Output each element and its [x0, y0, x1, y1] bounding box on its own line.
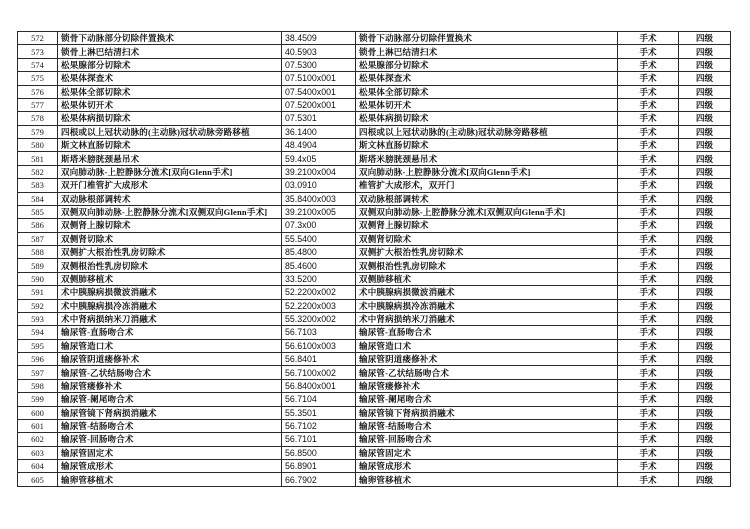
category-cell: 手术	[618, 125, 679, 138]
category-cell: 手术	[618, 152, 679, 165]
grade-cell: 四级	[679, 152, 731, 165]
grade-cell: 四级	[679, 45, 731, 58]
table-row	[18, 286, 731, 299]
grade-cell: 四级	[679, 85, 731, 98]
procedure-name-cell: 输尿管-乙状结肠吻合术	[58, 366, 282, 379]
grade-cell: 四级	[679, 366, 731, 379]
procedure-name-cell: 斯塔米膀胱颈悬吊术	[58, 152, 282, 165]
procedure-name-cell: 锁骨下动脉部分切除伴置换术	[58, 32, 282, 45]
category-cell: 手术	[618, 45, 679, 58]
category-cell: 手术	[618, 179, 679, 192]
standard-name-cell: 双侧扩大根治性乳房切除术	[356, 246, 618, 259]
category-cell: 手术	[618, 353, 679, 366]
grade-cell: 四级	[679, 272, 731, 285]
grade-cell: 四级	[679, 192, 731, 205]
row-number-cell: 588	[18, 246, 58, 259]
procedure-code-cell: 07.5301	[282, 112, 356, 125]
procedure-code-cell: 07.5100x001	[282, 72, 356, 85]
grade-cell: 四级	[679, 72, 731, 85]
category-cell: 手术	[618, 473, 679, 487]
row-number-cell: 605	[18, 473, 58, 487]
category-cell: 手术	[618, 419, 679, 432]
grade-cell: 四级	[679, 460, 731, 473]
table-row	[18, 393, 731, 406]
procedure-name-cell: 输尿管-直肠吻合术	[58, 326, 282, 339]
category-cell: 手术	[618, 192, 679, 205]
procedure-name-cell: 双向肺动脉-上腔静脉分流术[双向Glenn手术]	[58, 165, 282, 178]
procedure-code-cell: 39.2100x005	[282, 205, 356, 218]
grade-cell: 四级	[679, 312, 731, 325]
procedure-name-cell: 双侧扩大根治性乳房切除术	[58, 246, 282, 259]
table-row	[18, 165, 731, 178]
table-row	[18, 139, 731, 152]
standard-name-cell: 松果体切开术	[356, 98, 618, 111]
grade-cell: 四级	[679, 165, 731, 178]
procedure-code-cell: 56.7101	[282, 433, 356, 446]
procedure-code-cell: 56.7103	[282, 326, 356, 339]
standard-name-cell: 松果体全部切除术	[356, 85, 618, 98]
row-number-cell: 591	[18, 286, 58, 299]
table-row	[18, 433, 731, 446]
table-row	[18, 312, 731, 325]
procedure-name-cell: 锁骨上淋巴结清扫术	[58, 45, 282, 58]
row-number-cell: 600	[18, 406, 58, 419]
procedure-name-cell: 松果体切开术	[58, 98, 282, 111]
category-cell: 手术	[618, 446, 679, 459]
category-cell: 手术	[618, 72, 679, 85]
procedure-code-cell: 56.8401	[282, 353, 356, 366]
procedure-code-cell: 56.8901	[282, 460, 356, 473]
row-number-cell: 598	[18, 379, 58, 392]
standard-name-cell: 输尿管-回肠吻合术	[356, 433, 618, 446]
procedure-code-cell: 55.3501	[282, 406, 356, 419]
category-cell: 手术	[618, 85, 679, 98]
row-number-cell: 575	[18, 72, 58, 85]
procedure-name-cell: 双侧双向肺动脉-上腔静脉分流术[双侧双向Glenn手术]	[58, 205, 282, 218]
standard-name-cell: 四根或以上冠状动脉的(主动脉)冠状动脉旁路移植	[356, 125, 618, 138]
procedure-table-body	[18, 32, 731, 487]
table-row	[18, 192, 731, 205]
row-number-cell: 592	[18, 299, 58, 312]
row-number-cell: 582	[18, 165, 58, 178]
grade-cell: 四级	[679, 446, 731, 459]
table-row	[18, 272, 731, 285]
table-row	[18, 379, 731, 392]
category-cell: 手术	[618, 98, 679, 111]
procedure-name-cell: 松果腺部分切除术	[58, 58, 282, 71]
procedure-code-cell: 55.3200x002	[282, 312, 356, 325]
row-number-cell: 601	[18, 419, 58, 432]
procedure-name-cell: 松果体全部切除术	[58, 85, 282, 98]
standard-name-cell: 输尿管造口术	[356, 339, 618, 352]
standard-name-cell: 输尿管-结肠吻合术	[356, 419, 618, 432]
standard-name-cell: 输尿管-阑尾吻合术	[356, 393, 618, 406]
table-row	[18, 326, 731, 339]
procedure-code-cell: 38.4509	[282, 32, 356, 45]
procedure-code-cell: 48.4904	[282, 139, 356, 152]
standard-name-cell: 输尿管阴道瘘修补术	[356, 353, 618, 366]
procedure-code-cell: 36.1400	[282, 125, 356, 138]
category-cell: 手术	[618, 286, 679, 299]
row-number-cell: 573	[18, 45, 58, 58]
row-number-cell: 586	[18, 219, 58, 232]
procedure-name-cell: 双侧肺移植术	[58, 272, 282, 285]
procedure-name-cell: 输尿管造口术	[58, 339, 282, 352]
procedure-code-cell: 56.8400x001	[282, 379, 356, 392]
grade-cell: 四级	[679, 433, 731, 446]
standard-name-cell: 术中胰腺病损冷冻消融术	[356, 299, 618, 312]
standard-name-cell: 术中胰腺病损微波消融术	[356, 286, 618, 299]
table-row	[18, 32, 731, 45]
category-cell: 手术	[618, 433, 679, 446]
grade-cell: 四级	[679, 58, 731, 71]
procedure-code-cell: 85.4600	[282, 259, 356, 272]
category-cell: 手术	[618, 259, 679, 272]
standard-name-cell: 锁骨上淋巴结清扫术	[356, 45, 618, 58]
procedure-code-cell: 66.7902	[282, 473, 356, 487]
row-number-cell: 603	[18, 446, 58, 459]
standard-name-cell: 输尿管-直肠吻合术	[356, 326, 618, 339]
procedure-name-cell: 输尿管-阑尾吻合术	[58, 393, 282, 406]
standard-name-cell: 椎管扩大成形术，双开门	[356, 179, 618, 192]
procedure-name-cell: 术中肾病损纳米刀消融术	[58, 312, 282, 325]
category-cell: 手术	[618, 366, 679, 379]
procedure-code-cell: 40.5903	[282, 45, 356, 58]
standard-name-cell: 锁骨下动脉部分切除伴置换术	[356, 32, 618, 45]
row-number-cell: 595	[18, 339, 58, 352]
procedure-name-cell: 术中胰腺病损冷冻消融术	[58, 299, 282, 312]
standard-name-cell: 松果腺部分切除术	[356, 58, 618, 71]
table-row	[18, 112, 731, 125]
standard-name-cell: 双向肺动脉-上腔静脉分流术[双向Glenn手术]	[356, 165, 618, 178]
procedure-name-cell: 输卵管移植术	[58, 473, 282, 487]
standard-name-cell: 松果体病损切除术	[356, 112, 618, 125]
grade-cell: 四级	[679, 259, 731, 272]
grade-cell: 四级	[679, 219, 731, 232]
table-row	[18, 473, 731, 487]
grade-cell: 四级	[679, 32, 731, 45]
standard-name-cell: 双侧肾上腺切除术	[356, 219, 618, 232]
procedure-code-cell: 56.7102	[282, 419, 356, 432]
procedure-code-cell: 85.4800	[282, 246, 356, 259]
table-row	[18, 72, 731, 85]
table-row	[18, 152, 731, 165]
row-number-cell: 580	[18, 139, 58, 152]
table-row	[18, 85, 731, 98]
procedure-name-cell: 输尿管阴道瘘修补术	[58, 353, 282, 366]
row-number-cell: 593	[18, 312, 58, 325]
category-cell: 手术	[618, 58, 679, 71]
grade-cell: 四级	[679, 246, 731, 259]
category-cell: 手术	[618, 139, 679, 152]
table-row	[18, 259, 731, 272]
standard-name-cell: 斯文林直肠切除术	[356, 139, 618, 152]
category-cell: 手术	[618, 406, 679, 419]
procedure-code-cell: 07.5300	[282, 58, 356, 71]
table-row	[18, 446, 731, 459]
procedure-name-cell: 输尿管镜下肾病损消融术	[58, 406, 282, 419]
category-cell: 手术	[618, 205, 679, 218]
row-number-cell: 576	[18, 85, 58, 98]
table-row	[18, 58, 731, 71]
grade-cell: 四级	[679, 379, 731, 392]
row-number-cell: 581	[18, 152, 58, 165]
row-number-cell: 597	[18, 366, 58, 379]
grade-cell: 四级	[679, 299, 731, 312]
grade-cell: 四级	[679, 205, 731, 218]
grade-cell: 四级	[679, 473, 731, 487]
standard-name-cell: 双侧根治性乳房切除术	[356, 259, 618, 272]
table-row	[18, 419, 731, 432]
table-row	[18, 339, 731, 352]
standard-name-cell: 双侧双向肺动脉-上腔静脉分流术[双侧双向Glenn手术]	[356, 205, 618, 218]
standard-name-cell: 斯塔米膀胱颈悬吊术	[356, 152, 618, 165]
row-number-cell: 585	[18, 205, 58, 218]
table-row	[18, 232, 731, 245]
grade-cell: 四级	[679, 406, 731, 419]
table-row	[18, 246, 731, 259]
category-cell: 手术	[618, 312, 679, 325]
procedure-name-cell: 斯文林直肠切除术	[58, 139, 282, 152]
standard-name-cell: 松果体探查术	[356, 72, 618, 85]
category-cell: 手术	[618, 326, 679, 339]
procedure-code-cell: 03.0910	[282, 179, 356, 192]
procedure-name-cell: 术中胰腺病损微波消融术	[58, 286, 282, 299]
procedure-name-cell: 松果体探查术	[58, 72, 282, 85]
row-number-cell: 589	[18, 259, 58, 272]
table-row	[18, 98, 731, 111]
procedure-code-cell: 52.2200x002	[282, 286, 356, 299]
procedure-code-cell: 56.6100x003	[282, 339, 356, 352]
standard-name-cell: 双侧肺移植术	[356, 272, 618, 285]
row-number-cell: 590	[18, 272, 58, 285]
row-number-cell: 577	[18, 98, 58, 111]
category-cell: 手术	[618, 165, 679, 178]
table-row	[18, 205, 731, 218]
procedure-table	[17, 31, 731, 487]
procedure-code-cell: 59.4x05	[282, 152, 356, 165]
procedure-code-cell: 35.8400x003	[282, 192, 356, 205]
table-row	[18, 219, 731, 232]
procedure-code-cell: 52.2200x003	[282, 299, 356, 312]
category-cell: 手术	[618, 339, 679, 352]
procedure-code-cell: 07.3x00	[282, 219, 356, 232]
table-row	[18, 460, 731, 473]
procedure-name-cell: 输尿管瘘修补术	[58, 379, 282, 392]
row-number-cell: 604	[18, 460, 58, 473]
row-number-cell: 574	[18, 58, 58, 71]
category-cell: 手术	[618, 272, 679, 285]
procedure-code-cell: 56.7100x002	[282, 366, 356, 379]
category-cell: 手术	[618, 219, 679, 232]
grade-cell: 四级	[679, 419, 731, 432]
category-cell: 手术	[618, 246, 679, 259]
grade-cell: 四级	[679, 393, 731, 406]
standard-name-cell: 输卵管移植术	[356, 473, 618, 487]
table-row	[18, 179, 731, 192]
row-number-cell: 594	[18, 326, 58, 339]
procedure-name-cell: 双侧肾切除术	[58, 232, 282, 245]
row-number-cell: 596	[18, 353, 58, 366]
procedure-name-cell: 输尿管成形术	[58, 460, 282, 473]
row-number-cell: 587	[18, 232, 58, 245]
procedure-name-cell: 松果体病损切除术	[58, 112, 282, 125]
row-number-cell: 602	[18, 433, 58, 446]
standard-name-cell: 输尿管成形术	[356, 460, 618, 473]
procedure-name-cell: 双开门椎管扩大成形术	[58, 179, 282, 192]
procedure-name-cell: 双侧根治性乳房切除术	[58, 259, 282, 272]
category-cell: 手术	[618, 232, 679, 245]
grade-cell: 四级	[679, 339, 731, 352]
category-cell: 手术	[618, 112, 679, 125]
procedure-name-cell: 双侧肾上腺切除术	[58, 219, 282, 232]
grade-cell: 四级	[679, 112, 731, 125]
category-cell: 手术	[618, 379, 679, 392]
grade-cell: 四级	[679, 139, 731, 152]
grade-cell: 四级	[679, 353, 731, 366]
procedure-name-cell: 输尿管-结肠吻合术	[58, 419, 282, 432]
grade-cell: 四级	[679, 232, 731, 245]
row-number-cell: 583	[18, 179, 58, 192]
procedure-code-cell: 56.7104	[282, 393, 356, 406]
row-number-cell: 584	[18, 192, 58, 205]
category-cell: 手术	[618, 460, 679, 473]
grade-cell: 四级	[679, 125, 731, 138]
table-row	[18, 366, 731, 379]
grade-cell: 四级	[679, 179, 731, 192]
procedure-code-cell: 07.5200x001	[282, 98, 356, 111]
procedure-name-cell: 四根或以上冠状动脉的(主动脉)冠状动脉旁路移植	[58, 125, 282, 138]
standard-name-cell: 双侧肾切除术	[356, 232, 618, 245]
category-cell: 手术	[618, 299, 679, 312]
grade-cell: 四级	[679, 98, 731, 111]
procedure-code-cell: 39.2100x004	[282, 165, 356, 178]
standard-name-cell: 输尿管-乙状结肠吻合术	[356, 366, 618, 379]
procedure-name-cell: 双动脉根部调转术	[58, 192, 282, 205]
procedure-code-cell: 56.8500	[282, 446, 356, 459]
standard-name-cell: 输尿管固定术	[356, 446, 618, 459]
grade-cell: 四级	[679, 286, 731, 299]
row-number-cell: 579	[18, 125, 58, 138]
table-row	[18, 299, 731, 312]
standard-name-cell: 术中肾病损纳米刀消融术	[356, 312, 618, 325]
standard-name-cell: 输尿管瘘修补术	[356, 379, 618, 392]
table-row	[18, 45, 731, 58]
grade-cell: 四级	[679, 326, 731, 339]
row-number-cell: 572	[18, 32, 58, 45]
category-cell: 手术	[618, 393, 679, 406]
category-cell: 手术	[618, 32, 679, 45]
procedure-name-cell: 输尿管-回肠吻合术	[58, 433, 282, 446]
procedure-code-cell: 07.5400x001	[282, 85, 356, 98]
table-row	[18, 125, 731, 138]
procedure-code-cell: 55.5400	[282, 232, 356, 245]
standard-name-cell: 输尿管镜下肾病损消融术	[356, 406, 618, 419]
row-number-cell: 578	[18, 112, 58, 125]
procedure-name-cell: 输尿管固定术	[58, 446, 282, 459]
row-number-cell: 599	[18, 393, 58, 406]
procedure-code-cell: 33.5200	[282, 272, 356, 285]
standard-name-cell: 双动脉根部调转术	[356, 192, 618, 205]
table-row	[18, 353, 731, 366]
table-row	[18, 406, 731, 419]
